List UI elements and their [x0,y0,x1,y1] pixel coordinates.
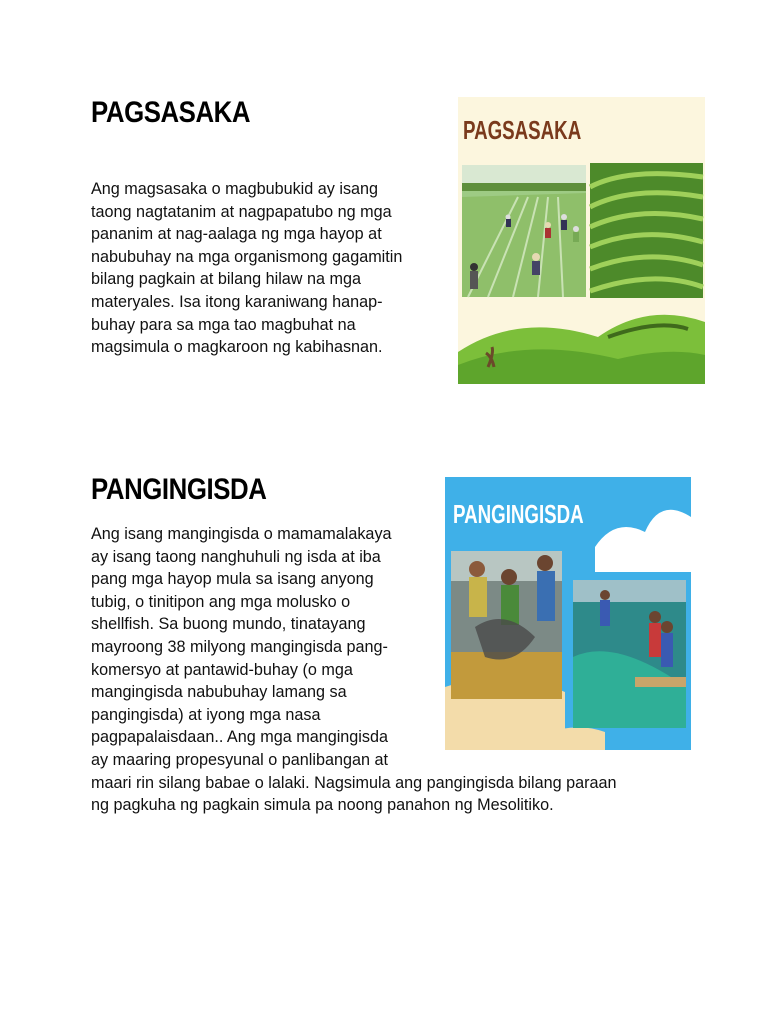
rice-terraces-photo [590,163,703,298]
text-line: ay maaring propesyunal o panlibangan at [91,750,388,769]
paragraph-pangingisda [91,523,617,817]
text-line: tubig, o tinitipon ang mga molusko o [91,592,351,611]
image-title-pangingisda: PANGINGISDA [453,499,584,529]
text-line: bilang pagkain at bilang hilaw na mga [91,270,361,289]
text-line: materyales. Isa itong karaniwang hanap- [91,292,383,311]
text-line: pang mga hayop mula sa isang anyong [91,570,374,589]
paragraph-pagsasaka [91,178,402,359]
text-line: magsimula o magkaroon ng kabihasnan. [91,338,383,357]
pagsasaka-image [458,97,705,384]
text-line: ng pagkuha ng pagkain simula pa noong panahon ng Mesolitiko. [91,796,554,815]
text-line: shellfish. Sa buong mundo, tinatayang [91,615,366,634]
text-line: ay isang taong nanghuhuli ng isda at iba [91,547,381,566]
text-line: taong nagtatanim at nagpapatubo ng mga [91,202,392,221]
image-title-pagsasaka: PAGSASAKA [463,115,582,145]
text-line: pagpapalaisdaan.. Ang mga mangingisda [91,728,388,747]
rice-field-photo [462,165,586,297]
text-line: Ang magsasaka o magbubukid ay isang [91,180,379,198]
section-heading-pagsasaka: PAGSASAKA [91,96,251,129]
text-line: pangingisda) at iyong mga nasa [91,705,321,724]
text-line: pananim at nag-aalaga ng mga hayop at [91,225,382,244]
text-line: nabubuhay na mga organismong gagamitin [91,247,403,266]
text-line: buhay para sa mga tao magbuhat na [91,315,356,334]
text-line: komersyo at pantawid-buhay (o mga [91,660,353,679]
text-line: mayroong 38 milyong mangingisda pang- [91,637,388,656]
text-line: maari rin silang babae o lalaki. Nagsimula ang pangingisda bilang paraan [91,773,617,792]
text-line: Ang isang mangingisda o mamamalakaya [91,525,392,543]
text-line: mangingisda nabubuhay lamang sa [91,683,347,702]
section-heading-pangingisda: PANGINGISDA [91,473,267,506]
